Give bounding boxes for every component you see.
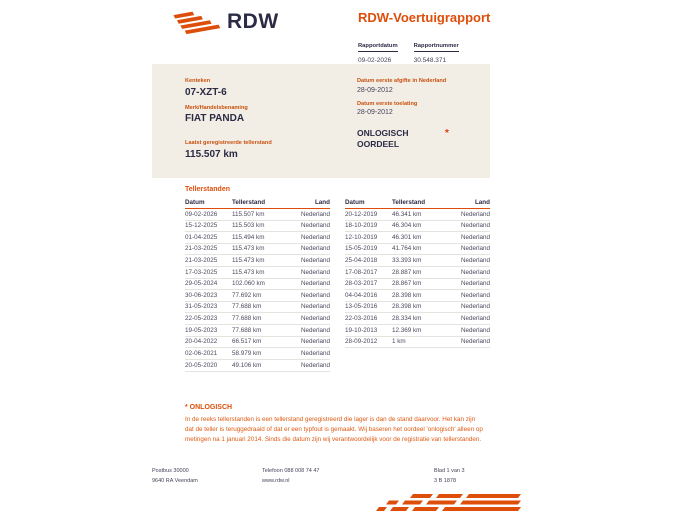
first-registration-nl-value: 28-09-2012: [357, 86, 393, 94]
cell-datum: 09-02-2026: [185, 210, 218, 218]
cell-datum: 01-04-2025: [185, 233, 218, 241]
cell-land: Nederland: [300, 361, 330, 369]
table-row: [345, 325, 490, 337]
cell-datum: 19-10-2013: [345, 326, 378, 334]
table-row: [185, 360, 330, 372]
cell-datum: 21-03-2025: [185, 245, 218, 253]
table-row: [345, 267, 490, 279]
cell-land: Nederland: [300, 315, 330, 323]
cell-datum: 17-03-2025: [185, 268, 218, 276]
cell-datum: 15-05-2019: [345, 245, 378, 253]
cell-datum: 31-05-2023: [185, 303, 218, 311]
table-row: [185, 221, 330, 233]
footnote-title: * ONLOGISCH: [185, 404, 233, 411]
cell-tellerstand: 41.764 km: [392, 245, 422, 253]
first-registration-nl-field: [357, 78, 482, 94]
cell-land: Nederland: [460, 303, 490, 311]
cell-tellerstand: 77.692 km: [232, 291, 262, 299]
report-date: [358, 34, 398, 64]
report-date-value: 09-02-2026: [358, 57, 392, 64]
cell-land: Nederland: [460, 326, 490, 334]
report-date-label: Rapportdatum: [358, 43, 398, 52]
report-header: [358, 10, 588, 64]
odometer-field: [185, 140, 335, 160]
cell-land: Nederland: [460, 245, 490, 253]
cell-tellerstand: 28.887 km: [392, 268, 422, 276]
cell-land: Nederland: [460, 315, 490, 323]
table-row: [345, 232, 490, 244]
table-row: [185, 325, 330, 337]
odometer-table-section: [185, 186, 490, 372]
table-row: [345, 244, 490, 256]
document-code: 3 B 1878: [434, 477, 457, 484]
cell-datum: 17-08-2017: [345, 268, 378, 276]
website-link[interactable]: www.rdw.nl: [262, 477, 290, 484]
page-meta: [434, 468, 492, 487]
cell-land: Nederland: [300, 349, 330, 357]
speed-stripes-icon: [376, 494, 524, 512]
cell-land: Nederland: [300, 291, 330, 299]
report-number-label: Rapportnummer: [414, 43, 459, 52]
cell-land: Nederland: [300, 210, 330, 218]
cell-datum: 20-05-2020: [185, 361, 218, 369]
table-row: [185, 302, 330, 314]
cell-tellerstand: 66.517 km: [232, 338, 262, 346]
cell-land: Nederland: [300, 303, 330, 311]
table-row: [185, 209, 330, 221]
cell-land: Nederland: [460, 210, 490, 218]
make-model-label: Merk/Handelsbenaming: [185, 104, 248, 111]
cell-tellerstand: 28.867 km: [392, 280, 422, 288]
cell-datum: 12-10-2019: [345, 233, 378, 241]
col-header-land: Land: [474, 199, 490, 206]
verdict-text: ONLOGISCH OORDEEL: [357, 128, 409, 150]
table-row: [185, 348, 330, 360]
first-admission-label: Datum eerste toelating: [357, 100, 418, 107]
col-header-datum: Datum: [185, 199, 205, 206]
cell-datum: 21-03-2025: [185, 257, 218, 265]
make-model-value: FIAT PANDA: [185, 113, 245, 124]
verdict-asterisk: *: [445, 128, 449, 139]
odometer-table-right: [345, 199, 490, 372]
table-row: [345, 290, 490, 302]
cell-datum: 13-05-2016: [345, 303, 378, 311]
postal-address: [152, 468, 262, 487]
cell-datum: 15-12-2025: [185, 222, 218, 230]
cell-datum: 20-12-2019: [345, 210, 378, 218]
cell-datum: 20-04-2022: [185, 338, 218, 346]
cell-tellerstand: 115.473 km: [232, 245, 265, 253]
cell-datum: 29-05-2024: [185, 280, 218, 288]
cell-tellerstand: 115.473 km: [232, 268, 265, 276]
rdw-flag-icon: [170, 7, 222, 37]
rdw-logo: [170, 7, 279, 37]
col-header-tellerstand: Tellerstand: [392, 199, 426, 206]
col-header-tellerstand: Tellerstand: [232, 199, 266, 206]
cell-tellerstand: 77.688 km: [232, 326, 262, 334]
table-header-row: [345, 199, 490, 209]
cell-datum: 18-10-2019: [345, 222, 378, 230]
license-plate-label: Kenteken: [185, 78, 211, 84]
cell-tellerstand: 77.688 km: [232, 303, 262, 311]
cell-land: Nederland: [300, 280, 330, 288]
cell-tellerstand: 28.398 km: [392, 291, 422, 299]
cell-tellerstand: 33.393 km: [392, 257, 422, 265]
table-row: [345, 255, 490, 267]
cell-datum: 02-06-2021: [185, 349, 218, 357]
cell-land: Nederland: [460, 233, 490, 241]
table-row: [185, 267, 330, 279]
cell-datum: 28-09-2012: [345, 338, 378, 346]
cell-land: Nederland: [460, 268, 490, 276]
contact-info: [262, 468, 434, 487]
table-row: [185, 232, 330, 244]
cell-datum: 04-04-2016: [345, 291, 378, 299]
cell-land: Nederland: [460, 222, 490, 230]
page-indicator: Blad 1 van 3: [434, 468, 465, 474]
first-admission-field: [357, 101, 482, 117]
license-plate-value: 07-XZT-6: [185, 86, 227, 98]
cell-tellerstand: 115.503 km: [232, 222, 265, 230]
cell-tellerstand: 28.334 km: [392, 315, 422, 323]
rdw-stripes-graphic: [376, 494, 524, 512]
cell-tellerstand: 102.060 km: [232, 280, 265, 288]
table-row: [185, 255, 330, 267]
cell-land: Nederland: [300, 326, 330, 334]
table-row: [345, 209, 490, 221]
cell-land: Nederland: [300, 233, 330, 241]
col-header-land: Land: [314, 199, 330, 206]
vehicle-info-panel: [152, 64, 490, 178]
odometer-label: Laatst geregistreerde tellerstand: [185, 140, 272, 146]
footnote-text: In de reeks tellerstanden is een tellerstand geregistreerd die lager is dan de stand daarvoor. Het kan zijn dat de teller is teruggedraaid of dat er een typfout is gemaakt. Wij baseren het oordeel 'onlogisch' alleen op metingen na 1 januari 2014. Sinds die datum zijn wij verantwoordelijk voor de registratie van tellerstanden.: [185, 416, 483, 443]
cell-tellerstand: 115.507 km: [232, 210, 265, 218]
cell-datum: 22-05-2023: [185, 315, 218, 323]
col-header-datum: Datum: [345, 199, 365, 206]
table-row: [185, 279, 330, 291]
onlogisch-footnote: [185, 404, 485, 444]
cell-land: Nederland: [460, 257, 490, 265]
table-row: [345, 302, 490, 314]
cell-tellerstand: 58.979 km: [232, 349, 262, 357]
cell-land: Nederland: [300, 222, 330, 230]
cell-tellerstand: 12.369 km: [392, 326, 422, 334]
cell-tellerstand: 77.688 km: [232, 315, 262, 323]
make-model-field: [185, 105, 335, 125]
cell-tellerstand: 46.301 km: [392, 233, 422, 241]
license-plate-field: [185, 78, 335, 98]
phone-number: Telefoon 088 008 74 47: [262, 468, 320, 474]
table-row: [185, 244, 330, 256]
cell-land: Nederland: [460, 280, 490, 288]
page-footer: [152, 468, 492, 487]
table-header-row: [185, 199, 330, 209]
cell-tellerstand: 46.341 km: [392, 210, 422, 218]
cell-tellerstand: 115.494 km: [232, 233, 265, 241]
report-number: [414, 34, 459, 64]
cell-tellerstand: 1 km: [392, 338, 406, 346]
table-row: [185, 290, 330, 302]
cell-land: Nederland: [460, 291, 490, 299]
table-row: [345, 221, 490, 233]
cell-datum: 28-03-2017: [345, 280, 378, 288]
odometer-value: 115.507 km: [185, 148, 238, 160]
address-line-1: Postbus 30000: [152, 468, 189, 474]
cell-tellerstand: 49.106 km: [232, 361, 262, 369]
cell-land: Nederland: [300, 245, 330, 253]
cell-tellerstand: 46.304 km: [392, 222, 422, 230]
cell-tellerstand: 28.398 km: [392, 303, 422, 311]
cell-datum: 25-04-2018: [345, 257, 378, 265]
first-registration-nl-label: Datum eerste afgifte in Nederland: [357, 78, 447, 84]
cell-datum: 30-06-2023: [185, 291, 218, 299]
report-title: RDW-Voertuigrapport: [358, 10, 491, 25]
table-row: [185, 337, 330, 349]
report-number-value: 30.548.371: [413, 57, 447, 64]
table-row: [345, 313, 490, 325]
odometer-table-left: [185, 199, 330, 372]
table-row: [185, 313, 330, 325]
cell-land: Nederland: [300, 338, 330, 346]
odometer-table-title: Tellerstanden: [185, 186, 230, 193]
cell-tellerstand: 115.473 km: [232, 257, 265, 265]
cell-datum: 19-05-2023: [185, 326, 218, 334]
table-row: [345, 279, 490, 291]
cell-land: Nederland: [460, 338, 490, 346]
cell-land: Nederland: [300, 268, 330, 276]
first-admission-value: 28-09-2012: [357, 109, 393, 116]
cell-datum: 22-03-2016: [345, 315, 378, 323]
cell-land: Nederland: [300, 257, 330, 265]
address-line-2: 9640 RA Veendam: [152, 477, 198, 484]
logo-text: RDW: [227, 10, 279, 33]
table-row: [345, 337, 490, 349]
